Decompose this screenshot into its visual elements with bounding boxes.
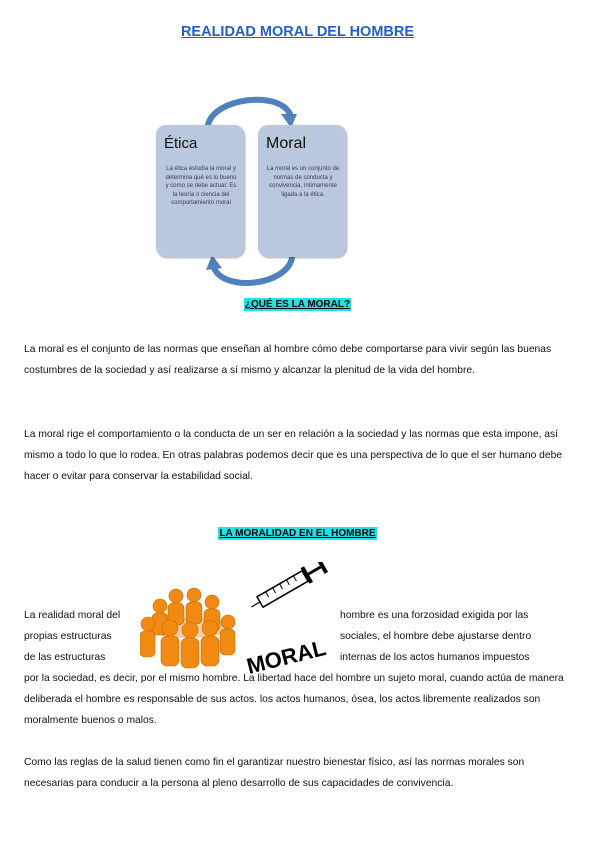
people-circle-icon <box>140 562 330 680</box>
wrap-line-1-left: La realidad moral del <box>24 610 121 621</box>
section-heading-moralidad: LA MORALIDAD EN EL HOMBRE <box>219 528 376 539</box>
wrap-line-1-right: hombre es una forzosidad exigida por las <box>340 610 529 621</box>
wrap-line-2-right: sociales, el hombre debe ajustarse dentro <box>340 631 532 642</box>
moral-clipart <box>140 562 330 680</box>
etica-text: La ética estudia la moral y determina qué es lo bueno y como se debe actuar. Es la teoría o ciencia del comportamiento moral <box>165 166 237 207</box>
paragraph-definition: La moral es el conjunto de las normas que enseñan al hombre cómo debe comportarse para vivir según las buenas costumbres de la sociedad y así realizarse a sí mismo y alcanzar la plenitud de la vida del hombre. <box>24 344 552 376</box>
etica-box <box>156 125 244 257</box>
moral-title: Moral <box>266 135 307 152</box>
clipart-word: MORAL <box>244 635 329 679</box>
wrap-line-3-left: de las estructuras <box>24 652 106 663</box>
paragraph-health: Como las reglas de la salud tienen como fin el garantizar nuestro bienestar físico, así las normas morales son necesarias para conducir a la persona al pleno desarrollo de sus capacidades de convivencia. <box>24 757 525 789</box>
paragraph-behavior: La moral rige el comportamiento o la conducta de un ser en relación a la sociedad y las normas que esta impone, así mismo a todo lo que lo rodea. En otras palabras podemos decir que es una perspectiva de lo que el ser humano debe hacer o evitar para conservar la estabilidad social. <box>24 429 563 482</box>
page-title: REALIDAD MORAL DEL HOMBRE <box>180 24 415 40</box>
wrap-line-2-left: propias estructuras <box>24 631 112 642</box>
moral-text: La moral es un conjunto de normas de conducta y convivencia, íntimamente ligada a la ética. <box>266 166 340 198</box>
wrap-line-3-right: internas de los actos humanos impuestos <box>340 652 530 663</box>
section-heading-que-es-la-moral: ¿QUÉ ES LA MORAL? <box>244 299 351 310</box>
etica-moral-diagram <box>150 92 360 292</box>
syringe-icon <box>247 562 329 615</box>
moral-box <box>258 125 346 257</box>
paragraph-freedom: por la sociedad, es decir, por el mismo hombre. La libertad hace del hombre un sujeto moral, cuando actúa de manera deliberada el hombre es responsable de sus actos. los actos humanos, ósea, los actos libremente realizados son moralmente buenos o malos. <box>24 673 564 726</box>
etica-title: Ética <box>164 135 198 152</box>
